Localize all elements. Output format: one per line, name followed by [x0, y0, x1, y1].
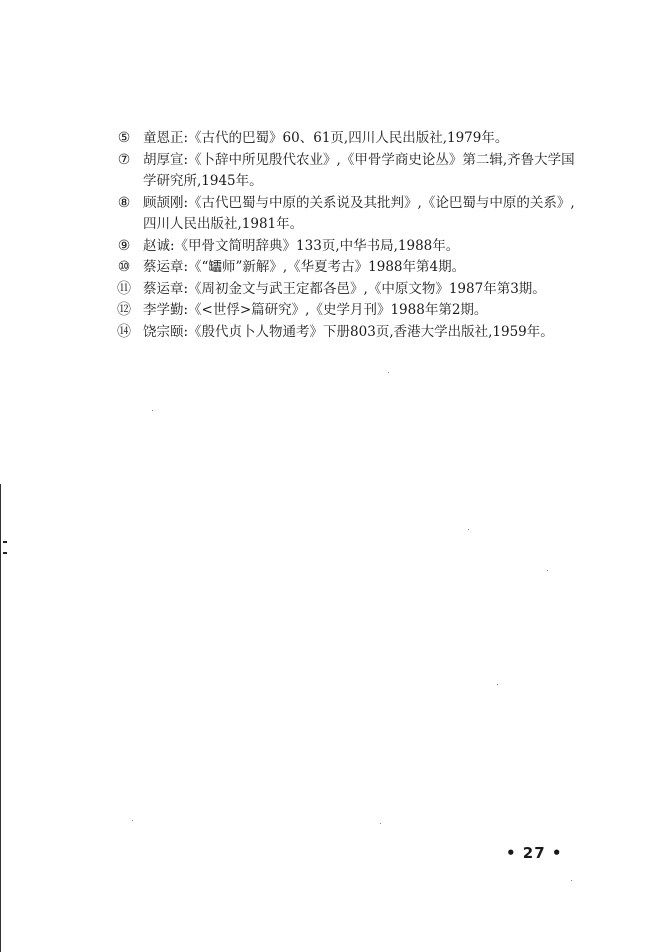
scan-speck — [380, 823, 381, 824]
scan-edge-line — [0, 484, 1, 952]
footnote-text: 赵诚:《甲骨文简明辞典》133页,中华书局,1988年。 — [143, 237, 460, 254]
footnotes-list — [112, 128, 582, 343]
footnote-text: 蔡运章:《周初金文与武王定都各邑》,《中原文物》1987年第3期。 — [143, 280, 546, 297]
footnote-text: 童恩正:《古代的巴蜀》60、61页,四川人民出版社,1979年。 — [143, 130, 509, 146]
footnote-item — [112, 300, 582, 322]
footnote-item — [112, 257, 582, 279]
footnote-text: 饶宗颐:《殷代贞卜人物通考》下册803页,香港大学出版社,1959年。 — [143, 323, 554, 340]
footnote-item — [112, 279, 582, 301]
scan-edge-mark — [3, 552, 7, 554]
scan-speck — [571, 880, 572, 881]
footnote-marker: ⑩ — [117, 259, 131, 275]
scan-speck — [132, 820, 133, 821]
footnote-marker: ⑦ — [117, 151, 131, 168]
scan-speck — [547, 570, 548, 571]
footnote-marker: ⑫ — [117, 302, 131, 318]
footnote-text: 顾颉刚:《古代巴蜀与中原的关系说及其批判》,《论巴蜀与中原的关系》,四川人民出版社,1981年。 — [143, 194, 575, 232]
footnote-item — [112, 322, 582, 344]
footnote-item — [112, 150, 582, 193]
scan-speck — [152, 410, 153, 411]
footnote-item — [112, 128, 582, 150]
scan-speck — [497, 684, 498, 685]
footnote-marker: ⑧ — [117, 194, 131, 211]
footnote-item — [112, 236, 582, 258]
page-number: • 27 • — [506, 844, 563, 862]
footnote-marker: ⑪ — [117, 280, 131, 297]
footnote-text: 李学勤:《<世俘>篇研究》,《史学月刊》1988年第2期。 — [143, 302, 488, 318]
footnote-item — [112, 193, 582, 236]
footnote-marker: ⑨ — [117, 237, 131, 254]
footnote-text: 蔡运章:《“𦉢师”新解》,《华夏考古》1988年第4期。 — [143, 259, 466, 275]
scan-speck — [388, 372, 389, 373]
footnote-marker: ⑤ — [117, 130, 131, 146]
scan-speck — [468, 529, 469, 530]
footnote-marker: ⑭ — [117, 323, 131, 340]
scan-edge-mark — [3, 541, 7, 543]
footnote-text: 胡厚宣:《卜辞中所见殷代农业》,《甲骨学商史论丛》第二辑,齐鲁大学国学研究所,1945年。 — [143, 151, 575, 189]
